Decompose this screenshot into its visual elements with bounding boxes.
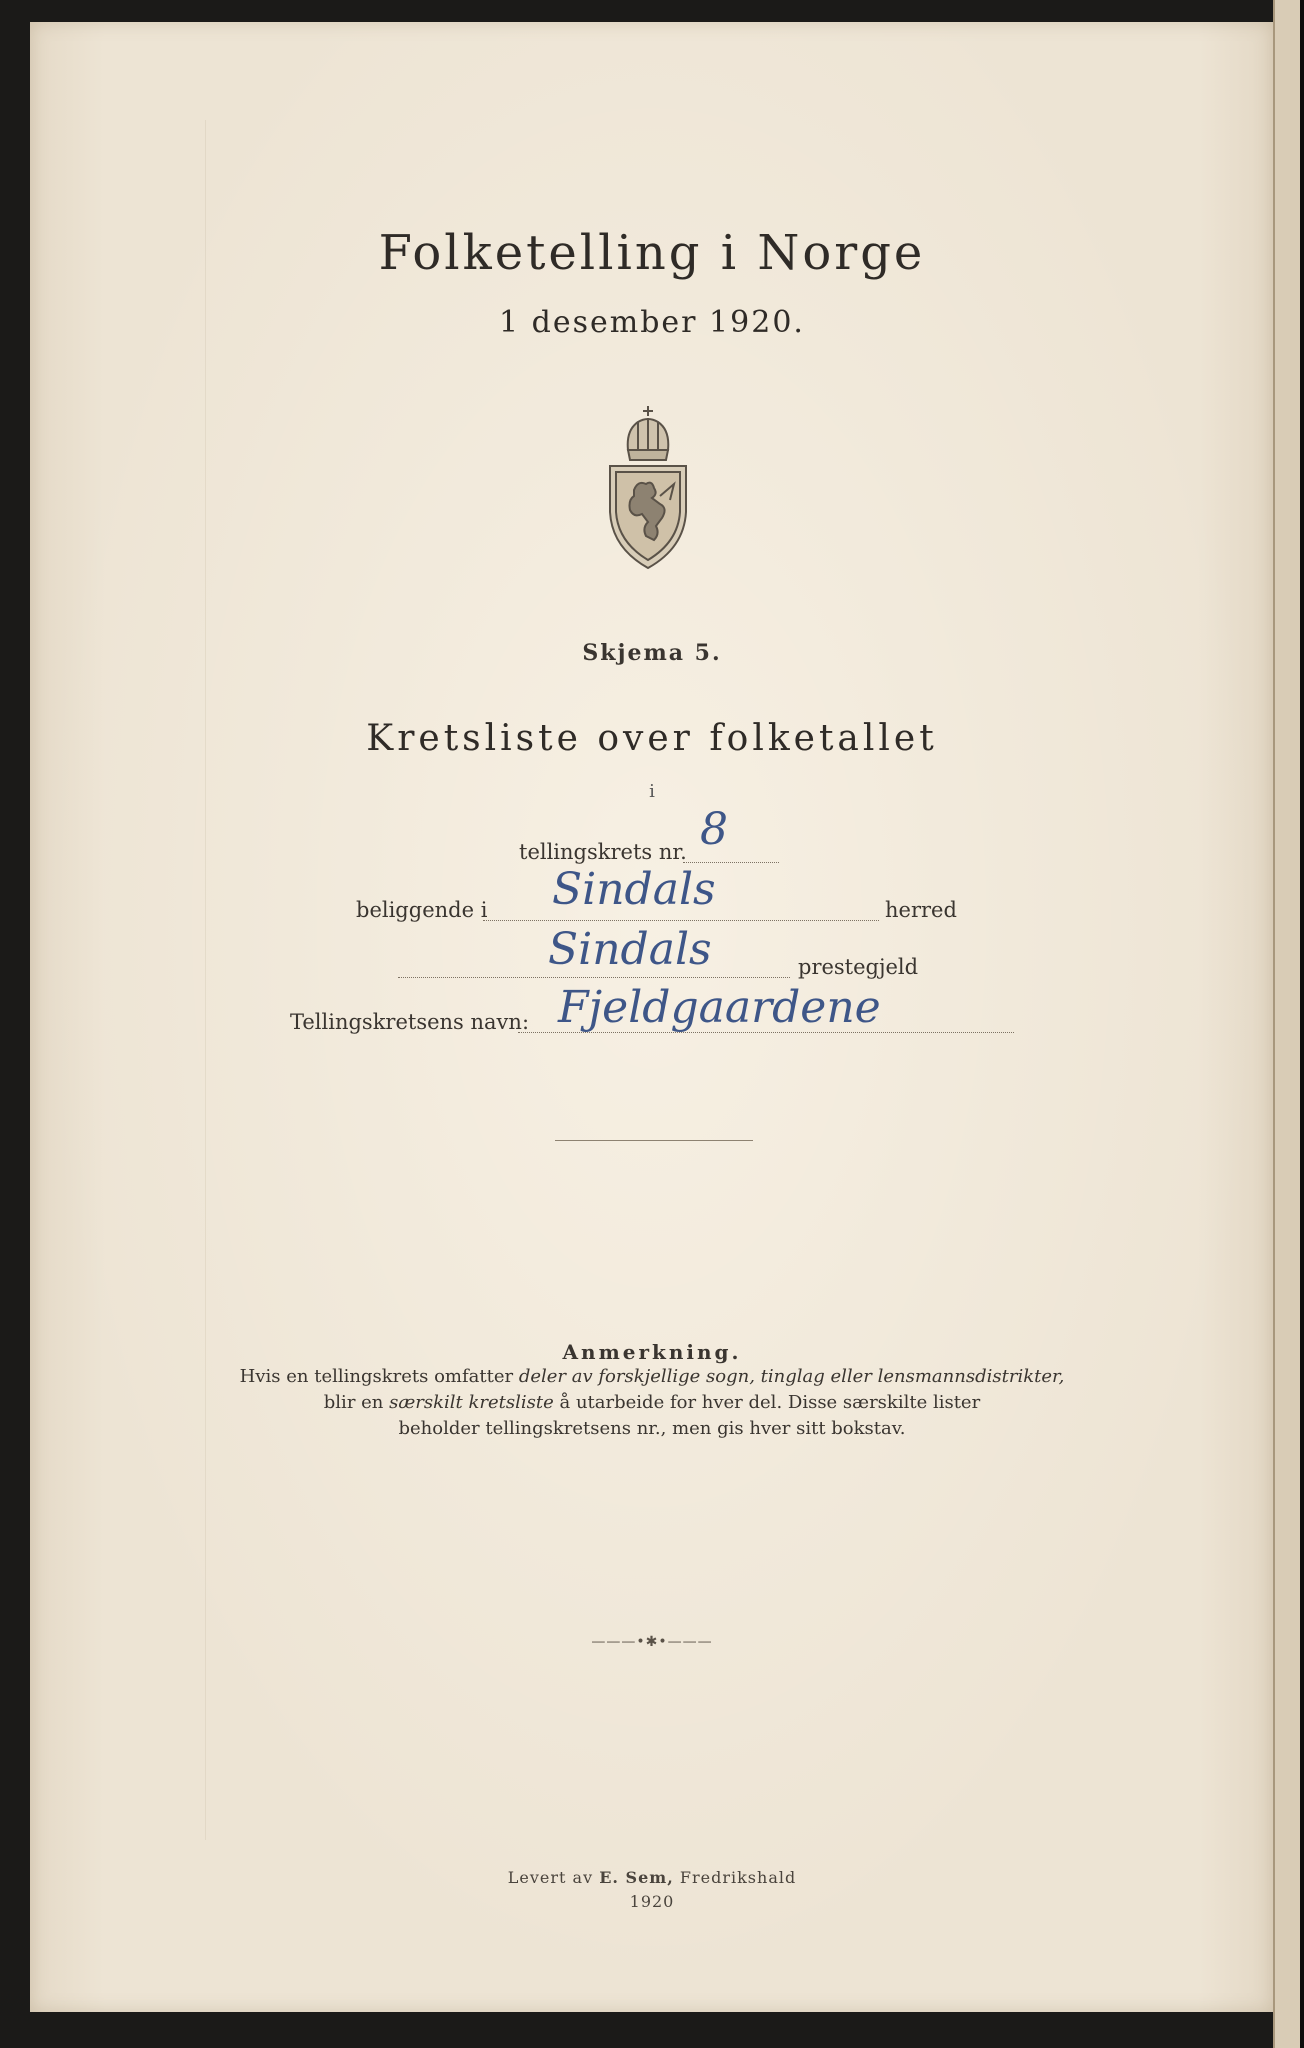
printer-credit: Levert av E. Sem, Fredrikshald xyxy=(507,1868,797,1887)
ornament-divider: ———•✱•——— xyxy=(591,1634,713,1650)
beliggende-label: beliggende i xyxy=(356,898,488,922)
navn-label: Tellingskretsens navn: xyxy=(290,1010,530,1034)
document-title: Folketelling i Norge xyxy=(378,225,926,281)
printer-year: 1920 xyxy=(629,1892,675,1911)
preposition-i: i xyxy=(649,781,655,802)
prestegjeld-line xyxy=(398,977,790,978)
section-divider xyxy=(555,1140,753,1141)
prestegjeld-value: Sindals xyxy=(548,924,712,975)
herred-label: herred xyxy=(885,898,957,922)
document-subtitle: Kretsliste over folketallet xyxy=(366,718,938,759)
norwegian-lion-crown-icon xyxy=(598,400,698,572)
schema-number: Skjema 5. xyxy=(582,640,722,666)
paper-crease xyxy=(205,120,206,1840)
document-date: 1 desember 1920. xyxy=(499,305,805,340)
beliggende-line xyxy=(483,920,879,921)
beliggende-value: Sindals xyxy=(552,864,716,915)
krets-label: tellingskrets nr. xyxy=(519,840,687,864)
prestegjeld-label: prestegjeld xyxy=(798,955,919,979)
navn-value: Fjeldgaardene xyxy=(558,982,881,1033)
note-line-2: blir en særskilt kretsliste å utarbeide for hver del. Disse særskilte lister xyxy=(323,1392,981,1413)
krets-line xyxy=(683,862,779,863)
note-heading: Anmerkning. xyxy=(562,1340,742,1364)
note-line-3: beholder tellingskretsens nr., men gis hver sitt bokstav. xyxy=(398,1418,906,1439)
note-line-1: Hvis en tellingskrets omfatter deler av forskjellige sogn, tinglag eller lensmannsdistrikter, xyxy=(239,1366,1065,1387)
krets-value: 8 xyxy=(700,804,728,855)
